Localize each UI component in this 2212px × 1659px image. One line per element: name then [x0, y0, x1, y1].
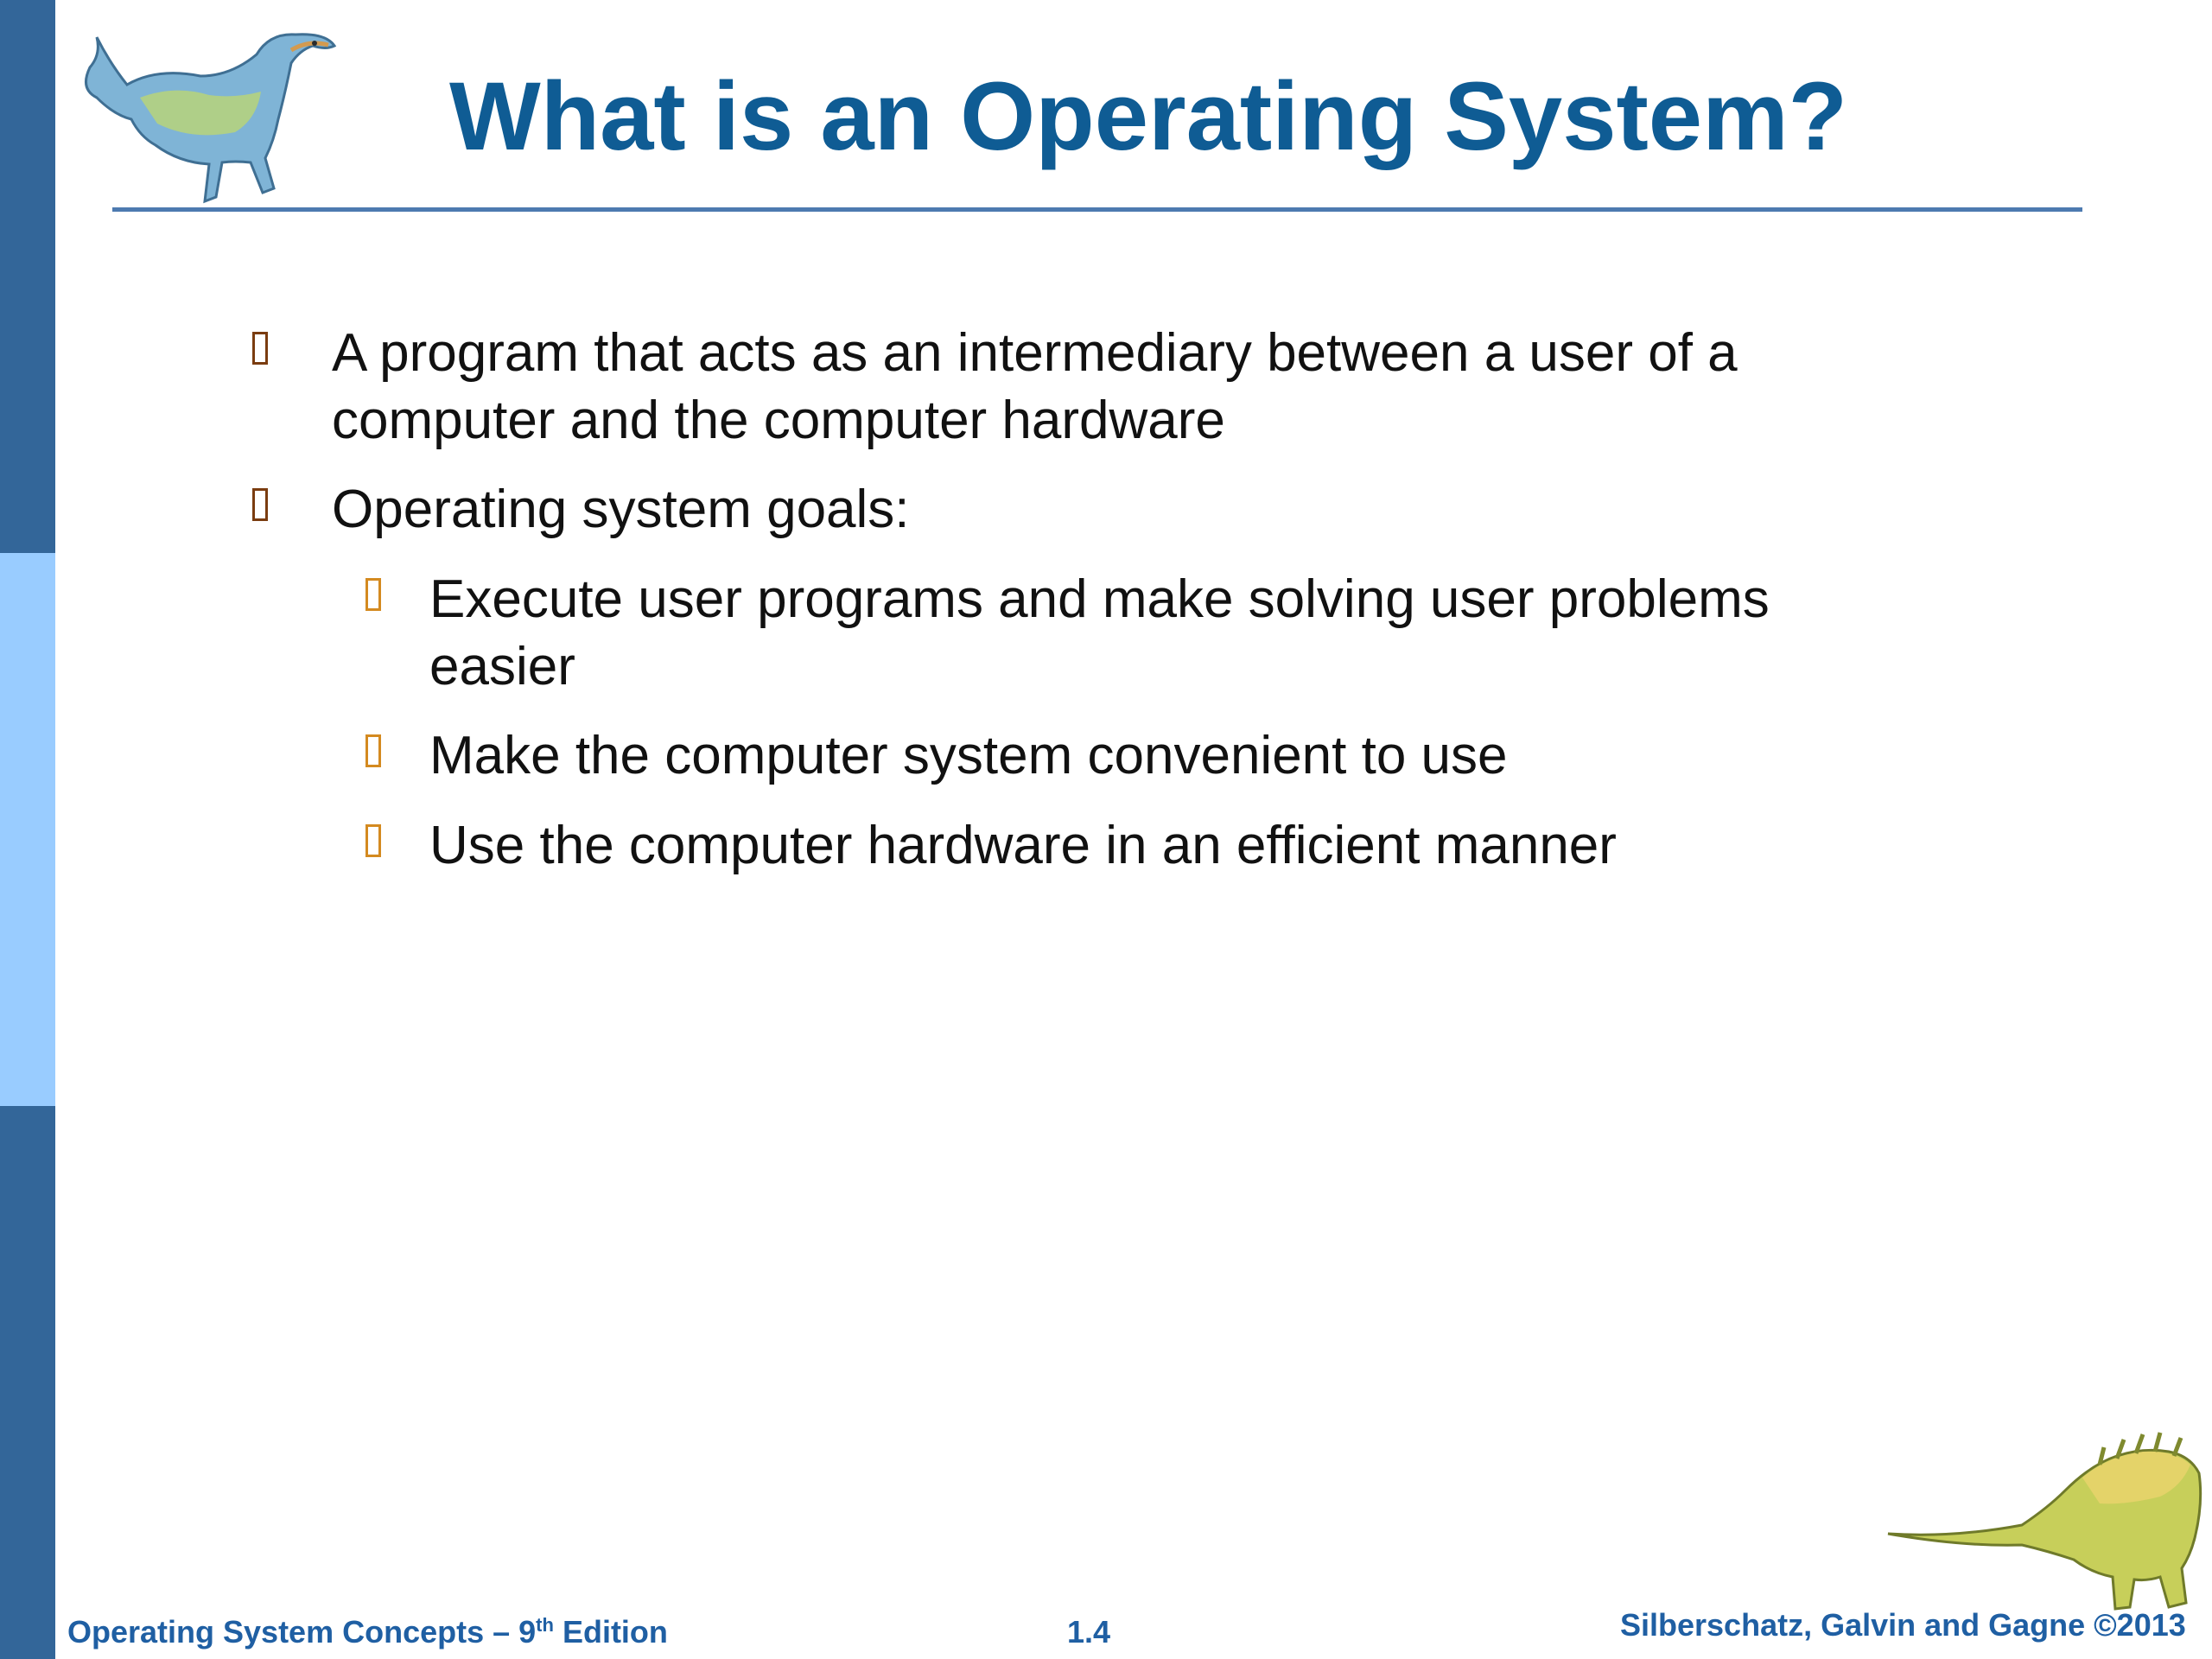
slide-title: What is an Operating System?: [449, 62, 1848, 170]
sidebar-stripe-top: [0, 0, 55, 553]
bullet-icon: [365, 578, 381, 611]
bullet-icon: [252, 488, 268, 521]
dinosaur-icon: [79, 16, 347, 214]
bullet-icon: [365, 824, 381, 857]
sidebar-stripe-bottom: [0, 1106, 55, 1659]
sub-bullet-item: [429, 812, 1898, 880]
title-divider: [112, 207, 2082, 212]
bullet-text: A program that acts as an intermediary between a user of a computer and the computer hardware: [332, 323, 1738, 450]
footer-book-title: Operating System Concepts – 9th Edition: [67, 1614, 668, 1649]
bullet-icon: [252, 332, 268, 365]
bullet-item: [332, 476, 1853, 543]
footer-authors: Silberschatz, Galvin and Gagne ©2013: [1620, 1607, 2186, 1643]
sub-bullet-item: [429, 722, 1898, 790]
bullet-icon: [365, 734, 381, 767]
bullet-text: Make the computer system convenient to use: [429, 726, 1508, 785]
bullet-text: Execute user programs and make solving user problems easier: [429, 569, 1770, 696]
dinosaur-icon: [1884, 1426, 2203, 1616]
sidebar-stripe-middle: [0, 553, 55, 1106]
bullet-item: [332, 320, 1853, 454]
sub-bullet-item: [429, 566, 1898, 701]
bullet-text: Operating system goals:: [332, 480, 910, 539]
page-number: 1.4: [1067, 1614, 1111, 1649]
bullet-text: Use the computer hardware in an efficient manner: [429, 816, 1617, 875]
